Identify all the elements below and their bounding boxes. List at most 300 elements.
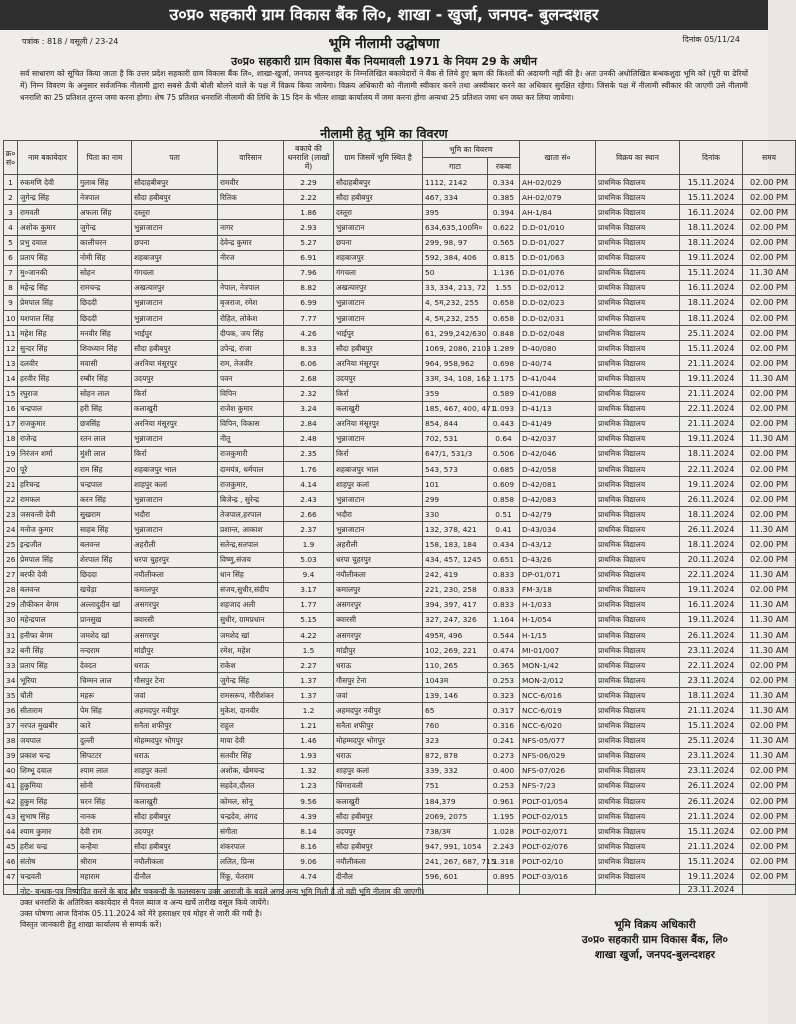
cell-account: AH-02/029 — [520, 175, 596, 190]
cell-name: रामवती — [18, 205, 78, 220]
table-row — [4, 507, 796, 522]
cell-village: दस्तूरा — [334, 205, 423, 220]
cell-area: 0.833 — [488, 567, 520, 582]
cell-time: 11.30 AM — [743, 371, 796, 386]
note-line: विस्तृत जानकारी हेतु शाखा कार्यालय से सम्पर्क करें। — [20, 920, 162, 929]
table-row — [4, 628, 796, 643]
cell-heirs: सतवीर सिंह — [218, 748, 284, 763]
cell-area: 1.175 — [488, 371, 520, 386]
cell-date: 21.11.2024 — [680, 839, 743, 854]
cell-heirs: बृजराज, रमेश — [218, 295, 284, 310]
cell-area: 0.833 — [488, 582, 520, 597]
cell-heirs: सुधीर, ग्रामप्रधान — [218, 612, 284, 627]
cell-area: 0.895 — [488, 869, 520, 884]
cell-place: प्राथमिक विद्यालय — [596, 658, 680, 673]
cell-father: छिददी — [78, 311, 132, 326]
cell-due: 1.37 — [284, 688, 334, 703]
cell-time: 02.00 PM — [743, 673, 796, 688]
cell-account: D-42/046 — [520, 446, 596, 461]
cell-address: अरनिया मंसूरपुर — [132, 356, 218, 371]
cell-gata: 132, 378, 421 — [423, 522, 488, 537]
cell-address: गौसपुर टेना — [132, 673, 218, 688]
cell-heirs: राकेश — [218, 658, 284, 673]
cell-time: 02.00 PM — [743, 658, 796, 673]
cell-name: बलवन्त — [18, 582, 78, 597]
cell-time: 02.00 PM — [743, 416, 796, 431]
cell-name: हरवीर सिंह — [18, 371, 78, 386]
table-row — [4, 446, 796, 461]
cell-place: प्राथमिक विद्यालय — [596, 190, 680, 205]
cell-heirs: राजकुमारी — [218, 446, 284, 461]
reference-number: पत्रांक : 818 / वसूली / 23-24 — [22, 37, 119, 46]
cell-area: 0.253 — [488, 778, 520, 793]
cell-heirs: शहजाद अली — [218, 597, 284, 612]
cell-sn: 2 — [4, 190, 18, 205]
cell-due: 1.21 — [284, 718, 334, 733]
cell-village: सौदा हबीबपुर — [334, 839, 423, 854]
cell-time: 11.30 AM — [743, 431, 796, 446]
cell-heirs: पवन — [218, 371, 284, 386]
cell-sn: 42 — [4, 794, 18, 809]
cell-time: 02.00 PM — [743, 220, 796, 235]
cell-account: NFS-07/026 — [520, 763, 596, 778]
cell-account: H-1/15 — [520, 628, 596, 643]
cell-village: नयौलीकला — [334, 854, 423, 869]
cell-address: सौदा हबीबपुर — [132, 809, 218, 824]
cell-name: जुगेन्द्र सिंह — [18, 190, 78, 205]
cell-address: शाहपुर कलां — [132, 477, 218, 492]
auction-table — [3, 140, 796, 895]
cell-area: 0.698 — [488, 356, 520, 371]
cell-gata: 495म, 496 — [423, 628, 488, 643]
cell-village: उदयपुर — [334, 824, 423, 839]
cell-place: प्राथमिक विद्यालय — [596, 371, 680, 386]
table-row — [4, 733, 796, 748]
cell-village: अरनिया मंसूरपुर — [334, 416, 423, 431]
cell-area: 0.651 — [488, 552, 520, 567]
cell-date: 26.11.2024 — [680, 492, 743, 507]
cell-sn: 27 — [4, 567, 18, 582]
cell-address: किर्रा — [132, 386, 218, 401]
cell-father: मनवीर सिंह — [78, 326, 132, 341]
cell-time: 02.00 PM — [743, 582, 796, 597]
cell-due: 2.37 — [284, 522, 334, 537]
cell-time: 02.00 PM — [743, 295, 796, 310]
cell-time: 11.30 AM — [743, 612, 796, 627]
cell-village: भुन्नाजाटान — [334, 431, 423, 446]
cell-father: सिपटटर — [78, 748, 132, 763]
cell-gata: 760 — [423, 718, 488, 733]
cell-gata: 1069, 2086, 2103 — [423, 341, 488, 356]
cell-area: 1.028 — [488, 824, 520, 839]
cell-due: 5.27 — [284, 235, 334, 250]
cell-heirs: ललित, प्रिन्स — [218, 854, 284, 869]
cell-heirs: जमशेद खां — [218, 628, 284, 643]
cell-time: 02.00 PM — [743, 280, 796, 295]
cell-address: क्वारसी — [132, 612, 218, 627]
cell-place: प्राथमिक विद्यालय — [596, 175, 680, 190]
notice-subtitle: उ०प्र० सहकारी ग्राम विकास बैंक नियमावली 1971 के नियम 29 के अधीन — [231, 55, 537, 68]
cell-area: 0.323 — [488, 688, 520, 703]
cell-father: सुखराम — [78, 507, 132, 522]
cell-sn: 3 — [4, 205, 18, 220]
cell-account: POLT-02/10 — [520, 854, 596, 869]
cell-address: मोहम्मदपुर भोगपुर — [132, 733, 218, 748]
cell-place: प्राथमिक विद्यालय — [596, 794, 680, 809]
table-row — [4, 552, 796, 567]
cell-place: प्राथमिक विद्यालय — [596, 839, 680, 854]
cell-name: निरंजन शर्मा — [18, 446, 78, 461]
cell-sn: 37 — [4, 718, 18, 733]
cell-due: 4.14 — [284, 477, 334, 492]
cell-account: D-42/037 — [520, 431, 596, 446]
cell-date: 22.11.2024 — [680, 461, 743, 476]
cell-sn: 32 — [4, 643, 18, 658]
table-row — [4, 416, 796, 431]
table-row — [4, 824, 796, 839]
table-row — [4, 431, 796, 446]
cell-place: प्राथमिक विद्यालय — [596, 401, 680, 416]
cell-place: प्राथमिक विद्यालय — [596, 778, 680, 793]
cell-time: 02.00 PM — [743, 824, 796, 839]
cell-heirs: रिंकू, चेतराम — [218, 869, 284, 884]
cell-heirs: नागर — [218, 220, 284, 235]
cell-date: 23.11.2024 — [680, 763, 743, 778]
cell-village: शाहपुर कलां — [334, 477, 423, 492]
cell-sn: 19 — [4, 446, 18, 461]
cell-time: 02.00 PM — [743, 311, 796, 326]
cell-address: दस्तूरा — [132, 205, 218, 220]
cell-village: कलाखुरी — [334, 401, 423, 416]
cell-father: कारे — [78, 718, 132, 733]
cell-heirs: सहदेव,दौलत — [218, 778, 284, 793]
cell-date: 19.11.2024 — [680, 371, 743, 386]
cell-sn: 5 — [4, 235, 18, 250]
cell-address: गंगचला — [132, 265, 218, 280]
cell-address: नयौलीकला — [132, 567, 218, 582]
cell-due: 8.16 — [284, 839, 334, 854]
cell-name: बरफी देवी — [18, 567, 78, 582]
cell-place: प्राथमिक विद्यालय — [596, 492, 680, 507]
cell-sn: 12 — [4, 341, 18, 356]
cell-area: 0.544 — [488, 628, 520, 643]
cell-date: 19.11.2024 — [680, 250, 743, 265]
cell-date: 25.11.2024 — [680, 326, 743, 341]
table-row — [4, 567, 796, 582]
cell-heirs: धान सिंह — [218, 567, 284, 582]
cell-place: प्राथमिक विद्यालय — [596, 854, 680, 869]
cell-area: 0.622 — [488, 220, 520, 235]
cell-name: प्रभु दयाल — [18, 235, 78, 250]
cell-address: उदयपुर — [132, 371, 218, 386]
cell-father: जुगेन्द्र — [78, 220, 132, 235]
cell-sn: 35 — [4, 688, 18, 703]
cell-father: गुलाब सिंह — [78, 175, 132, 190]
cell-heirs — [218, 205, 284, 220]
cell-address: असगरपुर — [132, 597, 218, 612]
cell-sn: 28 — [4, 582, 18, 597]
section-heading: नीलामी हेतु भूमि का विवरण — [320, 126, 448, 141]
cell-village: अहरौली — [334, 537, 423, 552]
cell-due: 6.06 — [284, 356, 334, 371]
cell-account: D-43/26 — [520, 552, 596, 567]
cell-date: 16.11.2024 — [680, 280, 743, 295]
cell-address: सौदा हबीबपुर — [132, 341, 218, 356]
table-row — [4, 220, 796, 235]
cell-time: 02.00 PM — [743, 492, 796, 507]
cell-place: प्राथमिक विद्यालय — [596, 824, 680, 839]
cell-date: 21.11.2024 — [680, 703, 743, 718]
cell-place: प्राथमिक विद्यालय — [596, 552, 680, 567]
cell-father: खचेड़ा — [78, 582, 132, 597]
cell-heirs: नीतू — [218, 431, 284, 446]
cell-father: रामचन्द्र — [78, 280, 132, 295]
cell-gata: 110, 265 — [423, 658, 488, 673]
cell-area: 0.506 — [488, 446, 520, 461]
cell-time: 02.00 PM — [743, 839, 796, 854]
cell-area: 0.474 — [488, 643, 520, 658]
cell-gata: 50 — [423, 265, 488, 280]
cell-place: प्राथमिक विद्यालय — [596, 311, 680, 326]
cell-gata: 964, 958,962 — [423, 356, 488, 371]
cell-place: प्राथमिक विद्यालय — [596, 205, 680, 220]
cell-gata: 467, 334 — [423, 190, 488, 205]
header-time: समय — [743, 141, 796, 175]
cell-sn: 18 — [4, 431, 18, 446]
cell-village: कमालपुर — [334, 582, 423, 597]
cell-name: महेश सिंह — [18, 326, 78, 341]
cell-address: शहबाजपुर — [132, 250, 218, 265]
cell-area: 0.316 — [488, 718, 520, 733]
cell-heirs: राहुल — [218, 718, 284, 733]
cell-due: 2.66 — [284, 507, 334, 522]
cell-sn: 21 — [4, 477, 18, 492]
cell-name: सुभाष सिंह — [18, 809, 78, 824]
cell-sn: 24 — [4, 522, 18, 537]
cell-father: रतन लाल — [78, 431, 132, 446]
cell-account: D.D-02/048 — [520, 326, 596, 341]
cell-time: 11.30 AM — [743, 522, 796, 537]
cell-gata: 4, 5म,232, 255 — [423, 295, 488, 310]
cell-date: 19.11.2024 — [680, 612, 743, 627]
cell-sn: 10 — [4, 311, 18, 326]
cell-area: 0.385 — [488, 190, 520, 205]
cell-account: D-40/080 — [520, 341, 596, 356]
cell-place: प्राथमिक विद्यालय — [596, 220, 680, 235]
table-row — [4, 597, 796, 612]
cell-date: 15.11.2024 — [680, 190, 743, 205]
cell-sn: 31 — [4, 628, 18, 643]
cell-time: 02.00 PM — [743, 461, 796, 476]
cell-father: नानक — [78, 809, 132, 824]
cell-due: 4.39 — [284, 809, 334, 824]
cell-name: महेन्द्र सिंह — [18, 280, 78, 295]
cell-gata: 221, 230, 258 — [423, 582, 488, 597]
cell-heirs: विष्णु,संजय — [218, 552, 284, 567]
cell-place: प्राथमिक विद्यालय — [596, 582, 680, 597]
cell-father: करन सिंह — [78, 492, 132, 507]
cell-village: सौदाहबीबपुर — [334, 175, 423, 190]
signatory-title: भूमि विक्रय अधिकारी — [614, 919, 696, 931]
table-row — [4, 718, 796, 733]
cell-village: गौसपुर टेना — [334, 673, 423, 688]
cell-gata: 647/1, 531/3 — [423, 446, 488, 461]
cell-date: 15.11.2024 — [680, 341, 743, 356]
cell-name: चन्द्रपाल — [18, 401, 78, 416]
cell-name: प्रताप सिंह — [18, 658, 78, 673]
cell-father: नन्दराम — [78, 643, 132, 658]
cell-address: सौदाहबीबपुर — [132, 175, 218, 190]
cell-account: MON-1/42 — [520, 658, 596, 673]
cell-address: मांडौपुर — [132, 643, 218, 658]
cell-account: D.D-02/023 — [520, 295, 596, 310]
cell-village: गंगचला — [334, 265, 423, 280]
note-line: नोट- बन्धक-पत्र निष्पादित करने के बाद और चकबन्दी के फलस्वरूप उक्त आराजी के बदले अगर अन्य भूमि मिली है तो वही भूमि नीलाम की जाएगी। — [20, 887, 425, 896]
cell-time: 11.30 AM — [743, 265, 796, 280]
cell-gata: 596, 601 — [423, 869, 488, 884]
cell-account: POLT-02/071 — [520, 824, 596, 839]
cell-date: 15.11.2024 — [680, 265, 743, 280]
cell-address: असगरपुर — [132, 628, 218, 643]
cell-name: राजकुमार — [18, 416, 78, 431]
cell-account: NFS-05/077 — [520, 733, 596, 748]
cell-time: 02.00 PM — [743, 778, 796, 793]
cell-heirs: कोमल, सोनू — [218, 794, 284, 809]
cell-village: भुन्नाजाटान — [334, 295, 423, 310]
cell-time: 02.00 PM — [743, 235, 796, 250]
cell-place: प्राथमिक विद्यालय — [596, 763, 680, 778]
cell-place: प्राथमिक विद्यालय — [596, 507, 680, 522]
cell-name: भूरिया — [18, 673, 78, 688]
cell-date: 21.11.2024 — [680, 809, 743, 824]
cell-due: 9.06 — [284, 854, 334, 869]
cell-address: भुन्नाजाटान — [132, 492, 218, 507]
cell-due: 2.22 — [284, 190, 334, 205]
header-address: पता — [132, 141, 218, 175]
cell-father: राम सिंह — [78, 461, 132, 476]
cell-father: सोनी — [78, 778, 132, 793]
cell-account: D.D-01/010 — [520, 220, 596, 235]
cell-father: अफला सिंह — [78, 205, 132, 220]
table-body — [4, 175, 796, 894]
cell-address: भुन्नाजाटान — [132, 431, 218, 446]
cell-heirs: रामवीर — [218, 175, 284, 190]
cell-village: किर्रा — [334, 446, 423, 461]
cell-sn: 40 — [4, 763, 18, 778]
cell-gata: 102, 269, 221 — [423, 643, 488, 658]
cell-due: 4.26 — [284, 326, 334, 341]
cell-father: देवदत — [78, 658, 132, 673]
cell-name: श्याम कुमार — [18, 824, 78, 839]
cell-area: 0.833 — [488, 597, 520, 612]
cell-time: 02.00 PM — [743, 809, 796, 824]
cell-village: चिंगरावली — [334, 778, 423, 793]
cell-address: नयौलीकला — [132, 854, 218, 869]
cell-date: 15.11.2024 — [680, 175, 743, 190]
cell-village: सौदा हबीबपुर — [334, 341, 423, 356]
cell-time: 02.00 PM — [743, 718, 796, 733]
cell-gata: 158, 183, 184 — [423, 537, 488, 552]
table-row — [4, 612, 796, 627]
cell-village: धराऊ — [334, 748, 423, 763]
cell-gata: 634,635,100मि० — [423, 220, 488, 235]
cell-due: 1.46 — [284, 733, 334, 748]
cell-heirs: रमेश, महेश — [218, 643, 284, 658]
cell-sn: 44 — [4, 824, 18, 839]
cell-address: दीनौल — [132, 869, 218, 884]
cell-area: 1.55 — [488, 280, 520, 295]
cell-account: D-41/49 — [520, 416, 596, 431]
cell-area: 0.334 — [488, 175, 520, 190]
cell-date: 19.11.2024 — [680, 582, 743, 597]
cell-account: D-40/74 — [520, 356, 596, 371]
cell-gata: 65 — [423, 703, 488, 718]
cell-account: NCC-6/020 — [520, 718, 596, 733]
cell-account: NFS-7/23 — [520, 778, 596, 793]
cell-sn: 7 — [4, 265, 18, 280]
cell-village: भाईपुर — [334, 326, 423, 341]
header-land: भूमि का विवरण — [423, 141, 520, 158]
bank-banner: उ०प्र० सहकारी ग्राम विकास बैंक लि०, शाखा - खुर्जा, जनपद- बुलन्दशहर — [0, 0, 768, 30]
cell-village: किर्रा — [334, 386, 423, 401]
cell-place: प्राथमिक विद्यालय — [596, 280, 680, 295]
cell-time: 02.00 PM — [743, 794, 796, 809]
cell-gata: 2069, 2075 — [423, 809, 488, 824]
table-row — [4, 748, 796, 763]
table-row — [4, 688, 796, 703]
cell-father: महरू — [78, 688, 132, 703]
cell-father: चिम्मन लाल — [78, 673, 132, 688]
cell-gata: 4, 5म,232, 255 — [423, 311, 488, 326]
cell-village: शाहपुर कलां — [334, 763, 423, 778]
cell-address: कमालपुर — [132, 582, 218, 597]
cell-place: प्राथमिक विद्यालय — [596, 748, 680, 763]
cell-father: पेम सिंह — [78, 703, 132, 718]
cell-due: 2.35 — [284, 446, 334, 461]
cell-father: चन्द्रपाल — [78, 477, 132, 492]
cell-account: D-43/12 — [520, 537, 596, 552]
table-row — [4, 311, 796, 326]
header-heirs: वारिसान — [218, 141, 284, 175]
cell-date: 26.11.2024 — [680, 522, 743, 537]
table-row — [4, 205, 796, 220]
cell-address: उदयपुर — [132, 824, 218, 839]
cell-address: भुन्नाजाटान — [132, 522, 218, 537]
cell-account: MON-2/012 — [520, 673, 596, 688]
cell-due: 8.14 — [284, 824, 334, 839]
note-line: उक्त घोषणा आज दिनांक 05.11.2024 को मेरे हस्ताक्षर एवं मोहर से जारी की गयी है। — [20, 909, 263, 918]
cell-date: 19.11.2024 — [680, 431, 743, 446]
cell-area: 0.858 — [488, 492, 520, 507]
cell-heirs: संजय,सुधीर,संदीप — [218, 582, 284, 597]
cell-heirs: शंकरपाल — [218, 839, 284, 854]
cell-name: हरिचन्द्र — [18, 477, 78, 492]
cell-gata: 434, 457, 1245 — [423, 552, 488, 567]
table-row — [4, 492, 796, 507]
cell-gata: 395 — [423, 205, 488, 220]
cell-time — [743, 884, 796, 894]
table-row — [4, 582, 796, 597]
cell-address: जवां — [132, 688, 218, 703]
cell-area: 0.434 — [488, 537, 520, 552]
cell-name: जसवन्ती देवी — [18, 507, 78, 522]
table-row — [4, 869, 796, 884]
cell-sn: 15 — [4, 386, 18, 401]
cell-name: हरीश चन्द्र — [18, 839, 78, 854]
cell-date: 26.11.2024 — [680, 794, 743, 809]
cell-heirs: नेपाल, नेत्रपाल — [218, 280, 284, 295]
cell-time: 11.30 AM — [743, 703, 796, 718]
